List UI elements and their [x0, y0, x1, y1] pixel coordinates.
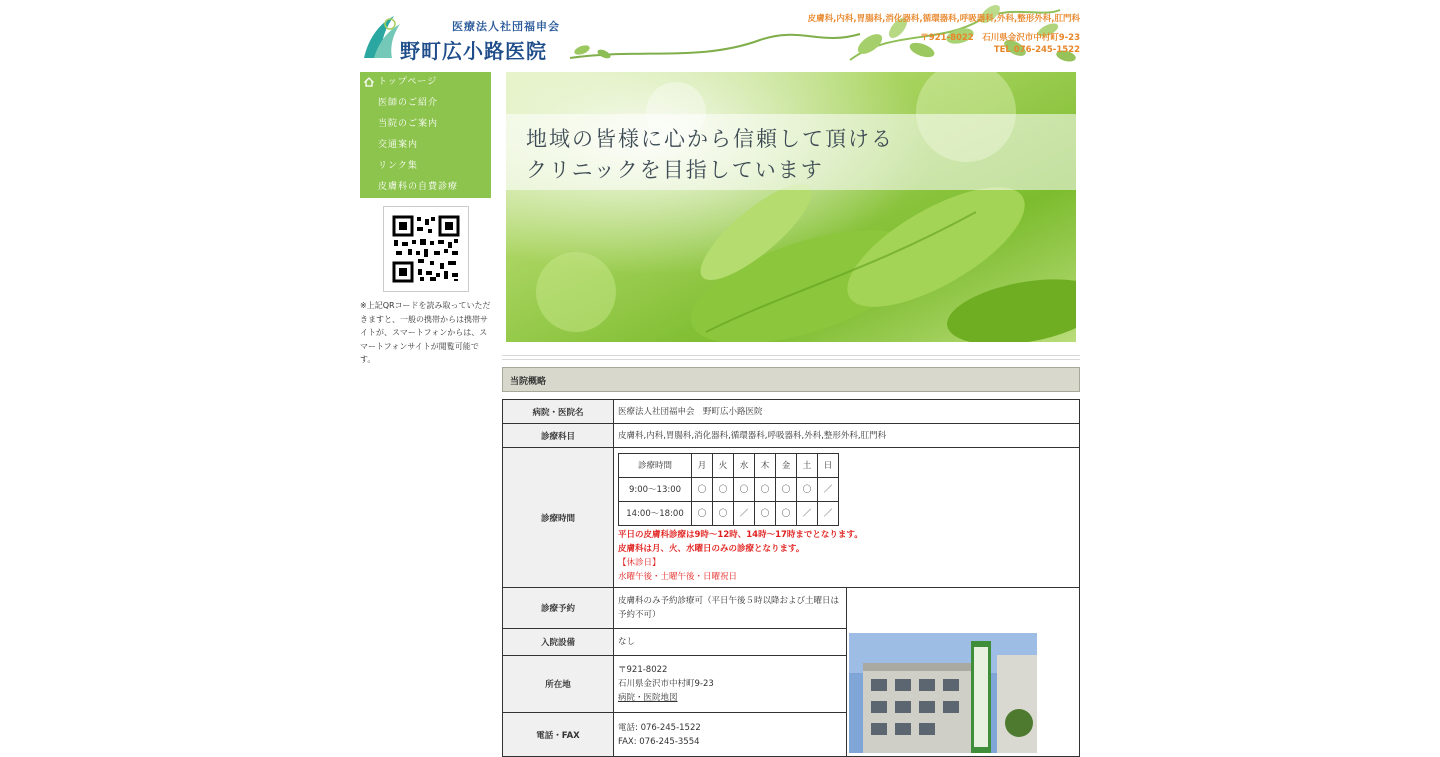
holiday-title: 【休診日】 — [618, 558, 661, 568]
address-value: 石川県金沢市中村町9-23 — [618, 678, 714, 689]
section-header — [502, 367, 1080, 392]
row-value-hours — [614, 448, 1080, 588]
qr-note: ※上記QRコードを読み取っていただきますと、一般の携帯からは携帯サイトが、スマートフォンからは、スマートフォンサイトが閲覧可能です。 — [360, 301, 491, 364]
row-label-phone: 電話・FAX — [503, 713, 614, 757]
row-label-name: 病院・医院名 — [503, 400, 614, 424]
row-value-dept: 皮膚科,内科,胃腸科,消化器科,循環器科,呼吸器科,外科,整形外科,肛門科 — [614, 424, 1080, 448]
hero-headline-1: 地域の皆様に心から信頼して頂ける — [526, 127, 894, 151]
hours-cell: 〇 — [776, 478, 797, 502]
table-row — [503, 448, 1080, 588]
sidebar-item-label: 交通案内 — [378, 140, 419, 150]
row-label-address: 所在地 — [503, 655, 614, 712]
hours-header-cell: 日 — [818, 454, 839, 478]
header-tel: TEL 076-245-1522 — [993, 45, 1080, 55]
row-label-dept: 診療科目 — [503, 424, 614, 448]
section-title: 当院概略 — [510, 377, 547, 387]
leaf-background-image — [506, 72, 1076, 342]
sidebar-item-doctor[interactable] — [360, 93, 491, 114]
sidebar-item-links[interactable] — [360, 156, 491, 177]
hours-note-dermatology-days: 皮膚科は月、火、水曜日のみの診療となります。 — [618, 544, 805, 554]
row-value-reserve: 皮膚科のみ予約診療可（平日午後５時以降および土曜日は予約不可） — [614, 588, 847, 629]
hours-cell: ／ — [797, 502, 818, 526]
site-header — [360, 0, 1080, 66]
sidebar-item-label: 当院のご案内 — [378, 119, 439, 129]
hours-cell: 〇 — [755, 502, 776, 526]
hours-header-cell: 水 — [734, 454, 755, 478]
address-zip: 〒921-8022 — [618, 664, 668, 675]
table-row — [619, 502, 839, 526]
hours-cell: 14:00〜18:00 — [619, 502, 692, 526]
divider — [502, 355, 1080, 360]
sidebar-item-guide[interactable] — [360, 114, 491, 135]
map-link[interactable]: 病院・医院地図 — [618, 692, 678, 703]
hours-cell: 〇 — [776, 502, 797, 526]
row-value-inpatient: なし — [614, 628, 847, 655]
hours-cell: ／ — [734, 502, 755, 526]
table-row — [503, 400, 1080, 424]
row-label-hours: 診療時間 — [503, 448, 614, 588]
clinic-info-table — [502, 399, 1080, 757]
table-row — [503, 588, 1080, 629]
hours-cell: 〇 — [692, 478, 713, 502]
sidebar-nav — [360, 72, 491, 198]
sidebar-item-top[interactable] — [360, 72, 491, 93]
hours-header-cell: 木 — [755, 454, 776, 478]
hours-cell: 〇 — [692, 502, 713, 526]
sidebar-item-dermatology[interactable] — [360, 177, 491, 198]
header-departments: 皮膚科,内科,胃腸科,消化器科,循環器科,呼吸器科,外科,整形外科,肛門科 — [807, 14, 1080, 24]
sidebar-item-access[interactable] — [360, 135, 491, 156]
hours-header-cell: 火 — [713, 454, 734, 478]
hours-cell: 〇 — [797, 478, 818, 502]
hours-table — [618, 453, 839, 526]
sidebar-item-label: 皮膚科の自費診療 — [378, 182, 459, 192]
home-icon — [364, 77, 374, 87]
hours-header-cell: 金 — [776, 454, 797, 478]
fax-value: FAX: 076-245-3554 — [618, 736, 700, 747]
qr-code-icon — [384, 207, 468, 291]
hours-cell: 9:00〜13:00 — [619, 478, 692, 502]
sidebar-item-label: リンク集 — [378, 161, 418, 171]
clinic-building-photo — [849, 633, 1037, 753]
phone-value: 電話: 076-245-1522 — [618, 722, 701, 733]
sidebar-item-label: トップページ — [378, 77, 438, 87]
hours-cell: 〇 — [755, 478, 776, 502]
qr-code — [383, 206, 469, 292]
logo-icon — [360, 14, 404, 60]
hours-header-cell: 土 — [797, 454, 818, 478]
hero-banner — [506, 72, 1076, 342]
row-value-phone — [614, 713, 847, 757]
table-row — [619, 454, 839, 478]
hours-cell: 〇 — [734, 478, 755, 502]
photo-cell — [847, 588, 1080, 757]
header-address: 〒921-8022 石川県金沢市中村町9-23 — [920, 33, 1080, 43]
hours-note-dermatology-time: 平日の皮膚科診療は9時〜12時、14時〜17時までとなります。 — [618, 530, 863, 540]
hours-cell: 〇 — [713, 502, 734, 526]
holiday-value: 水曜午後・土曜午後・日曜祝日 — [618, 572, 738, 582]
hours-cell: 〇 — [713, 478, 734, 502]
hours-header-cell: 月 — [692, 454, 713, 478]
row-value-address — [614, 655, 847, 712]
hero-headline-2: クリニックを目指しています — [526, 158, 824, 182]
clinic-name[interactable]: 野町広小路医院 — [400, 39, 547, 63]
hours-cell: ／ — [818, 478, 839, 502]
table-row — [503, 424, 1080, 448]
row-label-inpatient: 入院設備 — [503, 628, 614, 655]
sidebar-item-label: 医師のご紹介 — [378, 98, 439, 108]
hours-header-cell: 診療時間 — [619, 454, 692, 478]
hours-cell: ／ — [818, 502, 839, 526]
row-value-name: 医療法人社団福申会 野町広小路医院 — [614, 400, 1080, 424]
org-name: 医療法人社団福申会 — [452, 20, 560, 33]
row-label-reserve: 診療予約 — [503, 588, 614, 629]
table-row — [619, 478, 839, 502]
